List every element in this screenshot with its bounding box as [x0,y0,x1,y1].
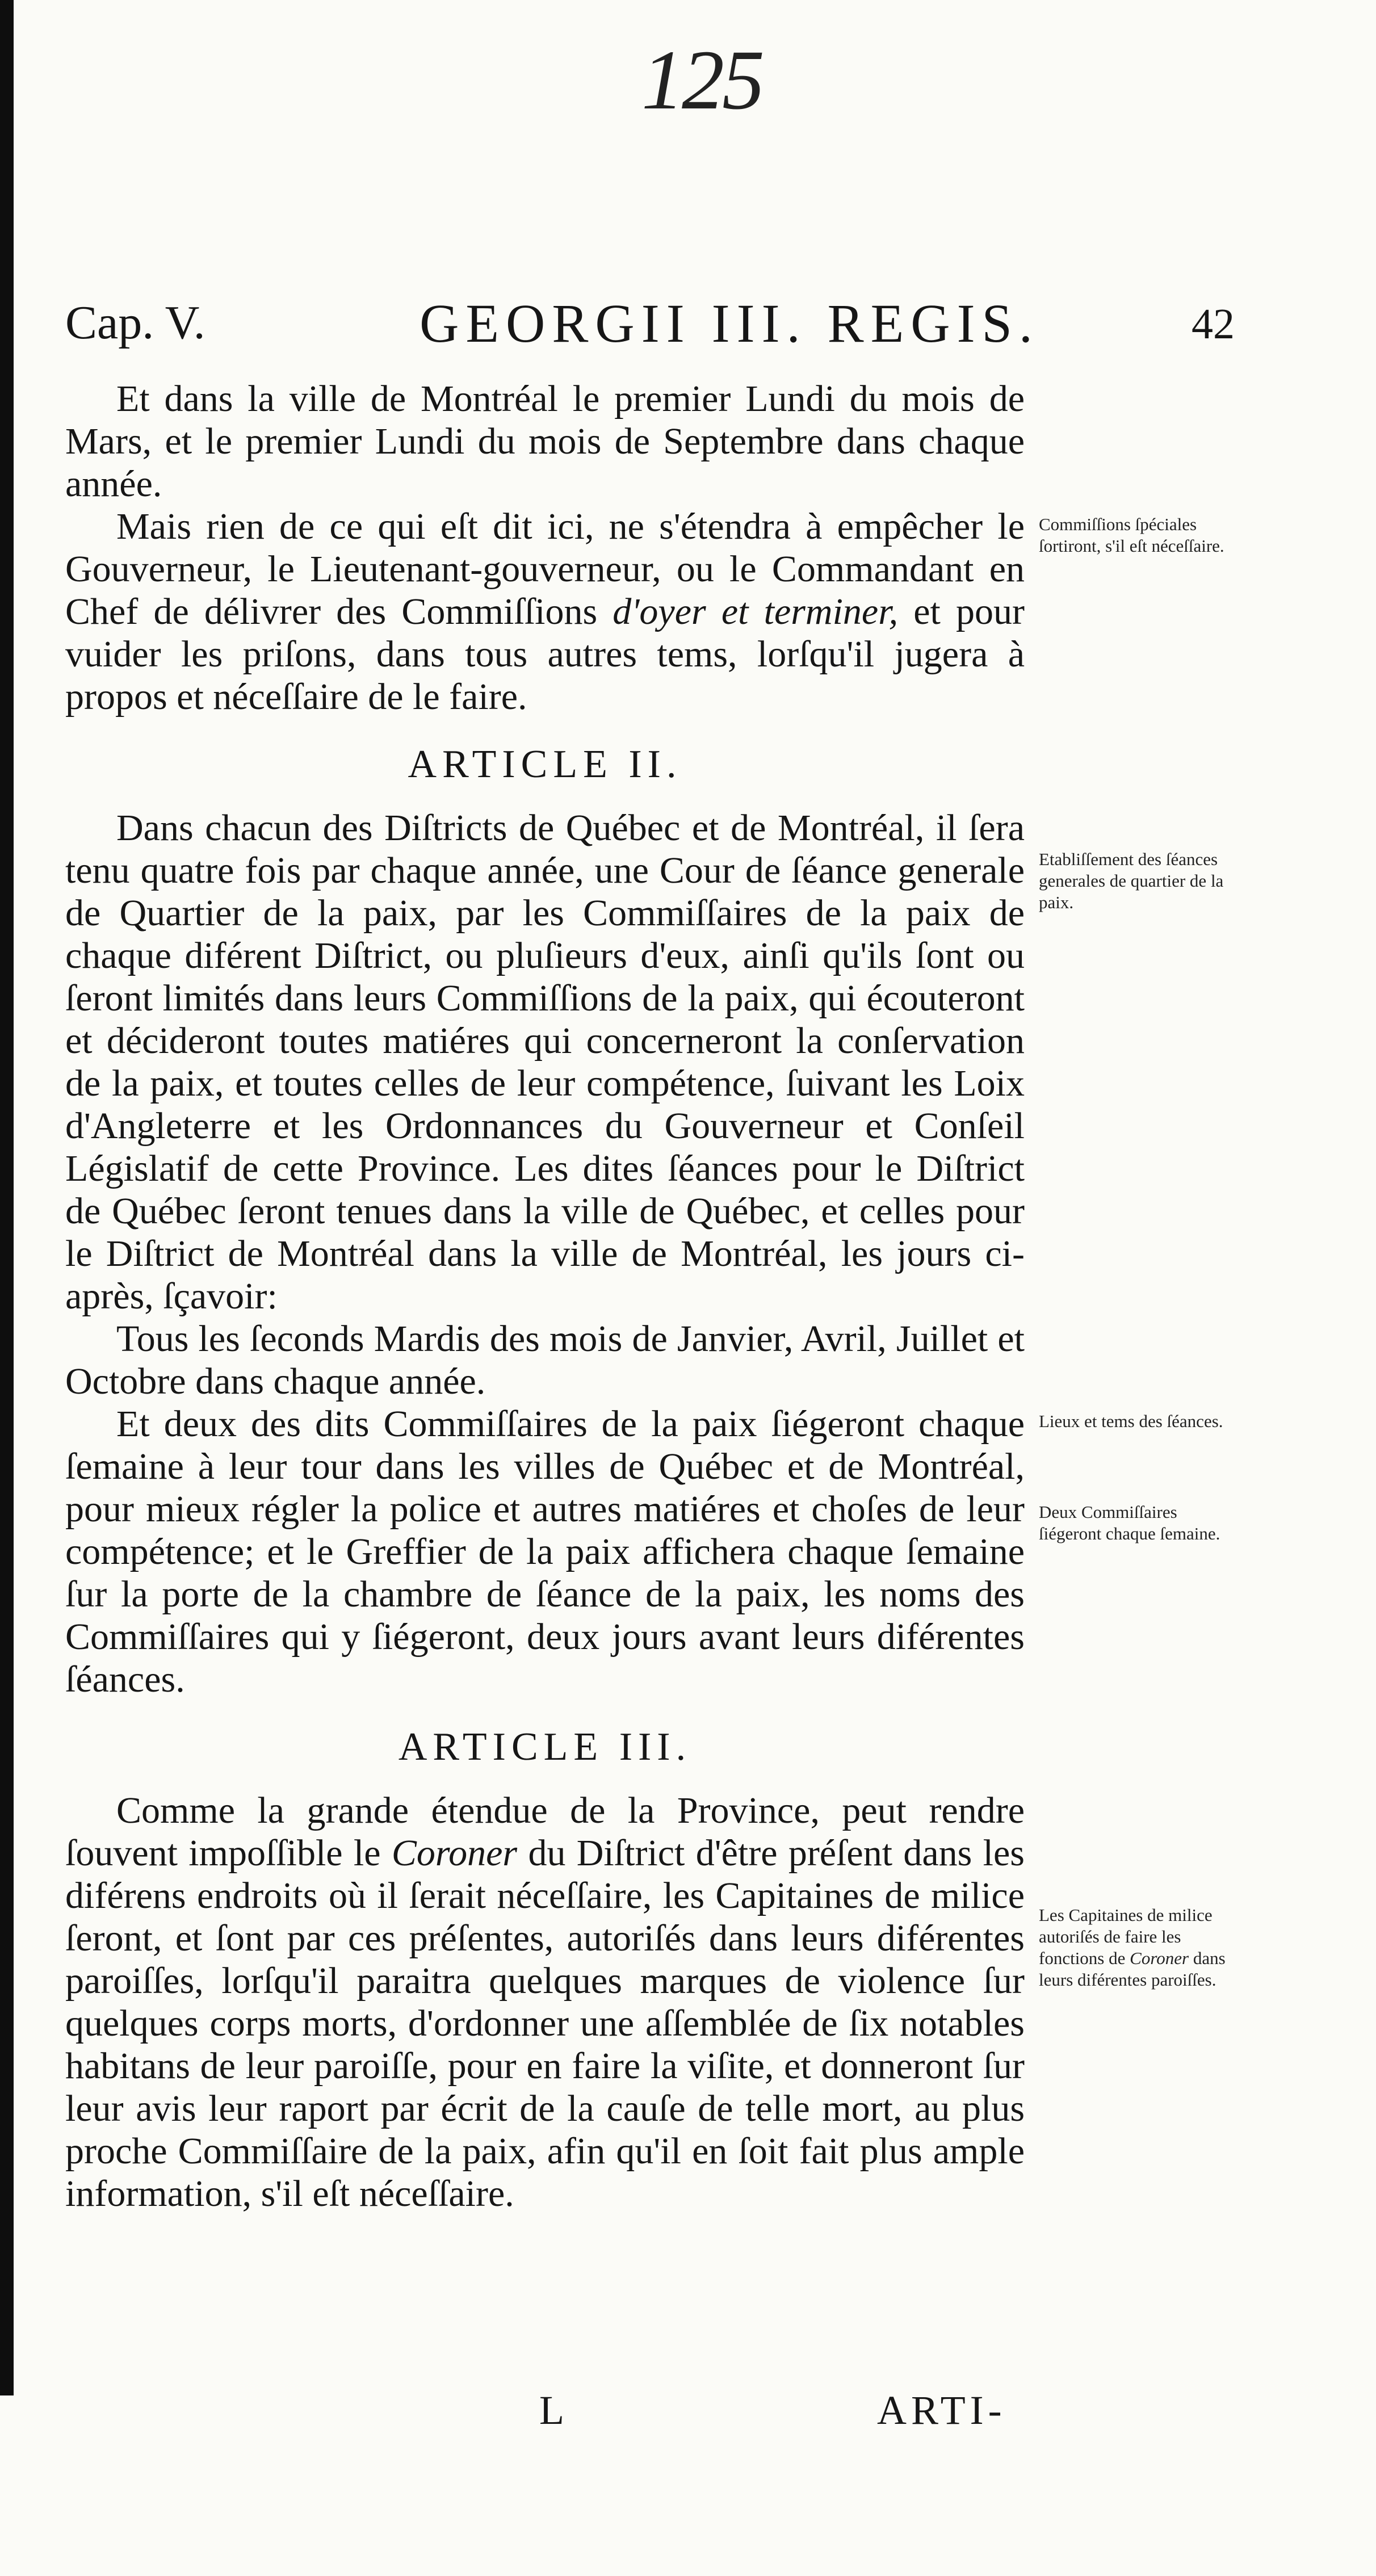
signature-mark: L [539,2388,564,2433]
margin-note-capitaines-italic: Coroner [1130,1948,1189,1968]
margin-note-commissions: Commiſſions ſpéciales ſortiront, s'il eſt néceſſaire. [1039,514,1224,556]
paragraph-4: Tous les ſeconds Mardis des mois de Janvier, Avril, Juillet et Octobre dans chaque année. [65,1318,1025,1402]
paragraph-2-text-b: et pour vuider les priſons, dans tous autres tems, lorſqu'il jugera à propos et néceſſaire de le faire. [65,591,1025,718]
paragraph-6-text-b: du Diſtrict d'être préſent dans les diférens endroits où il ſerait néceſſaire, les Capitaines de milice ſeront, et ſont par ces préſentes, autoriſés dans leurs diférentes paroiſſes, lorſqu'il paraitra quelques marques de violence ſur quelques corps morts, d'ordonner une aſſemblée de ſix notables habitans de leur paroiſſe, pour en faire la viſite, et donneront ſur leur avis leur raport par écrit de la cauſe de telle mort, au plus proche Commiſſaire de la paix, afin qu'il en ſoit fait plus ample information, s'il eſt néceſſaire. [65,1832,1025,2214]
margin-note-capitaines-text-b: dans leurs diférentes paroiſſes. [1039,1948,1226,1990]
header-title: GEORGII III. REGIS. [419,293,1039,354]
article-3-heading: ARTICLE III. [398,1725,692,1769]
chapter-label: Cap. V. [65,296,205,349]
margin-note-lieux: Lieux et tems des ſéances. [1039,1411,1223,1431]
running-header [65,295,1235,375]
paragraph-6-text-a: Comme la grande étendue de la Province, peut rendre ſouvent impoſſible le [65,1790,1025,1874]
article-2-heading: ARTICLE II. [408,742,682,786]
page-binding-edge [0,0,14,2395]
paragraph-2-italic: d'oyer et terminer, [613,591,899,632]
paragraph-2 [65,505,1025,718]
body-text [65,377,1025,2215]
page-number: 42 [1192,300,1235,348]
paragraph-6-italic: Coroner [391,1832,518,1874]
margin-note-capitaines-text-a: Les Capitaines de milice autoriſés de faire les fonctions de [1039,1905,1213,1968]
margin-note-capitaines [1039,1904,1243,1991]
paragraph-3: Dans chacun des Diſtricts de Québec et de Montréal, il ſera tenu quatre fois par chaque année, une Cour de ſéance generale de Quartier de la paix, par les Commiſſaires de la paix de chaque diférent Diſtrict, ou pluſieurs d'eux, ainſi qu'ils ſont ou ſeront limités dans leurs Commiſſions de la paix, qui écouteront et décideront toutes matiéres qui concerneront la conſervation de la paix, et toutes celles de leur compétence, ſuivant les Loix d'Angleterre et les Ordonnances du Gouverneur et Conſeil Législatif de cette Province. Les dites ſéances pour le Diſtrict de Québec ſeront tenues dans la ville de Québec, et celles pour le Diſtrict de Montréal dans la ville de Montréal, les jours ci-après, ſçavoir: [65,807,1025,1317]
paragraph-5: Et deux des dits Commiſſaires de la paix ſiégeront chaque ſemaine à leur tour dans les villes de Québec et de Montréal, pour mieux régler la police et autres matiéres et choſes de leur compétence; et le Greffier de la paix affichera chaque ſemaine ſur la porte de la chambre de ſéance de la paix, les noms des Commiſſaires qui y ſiégeront, deux jours avant leurs diférentes ſéances. [65,1403,1025,1700]
paragraph-2-text-a: Mais rien de ce qui eſt dit ici, ne s'étendra à empêcher le Gouverneur, le Lieutenant-gouverneur, ou le Commandant en Chef de délivrer des Commiſſions [65,506,1025,632]
margin-note-seances: Etabliſſement des ſéances generales de quartier de la paix. [1039,849,1224,912]
paragraph-6 [65,1789,1025,2215]
handwritten-folio-number: 125 [641,33,762,127]
margin-note-commissaires: Deux Commiſſaires ſiégeront chaque ſemaine. [1039,1502,1220,1543]
catchword: ARTI- [877,2388,1006,2433]
paragraph-1: Et dans la ville de Montréal le premier Lundi du mois de Mars, et le premier Lundi du mois de Septembre dans chaque année. [65,378,1025,505]
